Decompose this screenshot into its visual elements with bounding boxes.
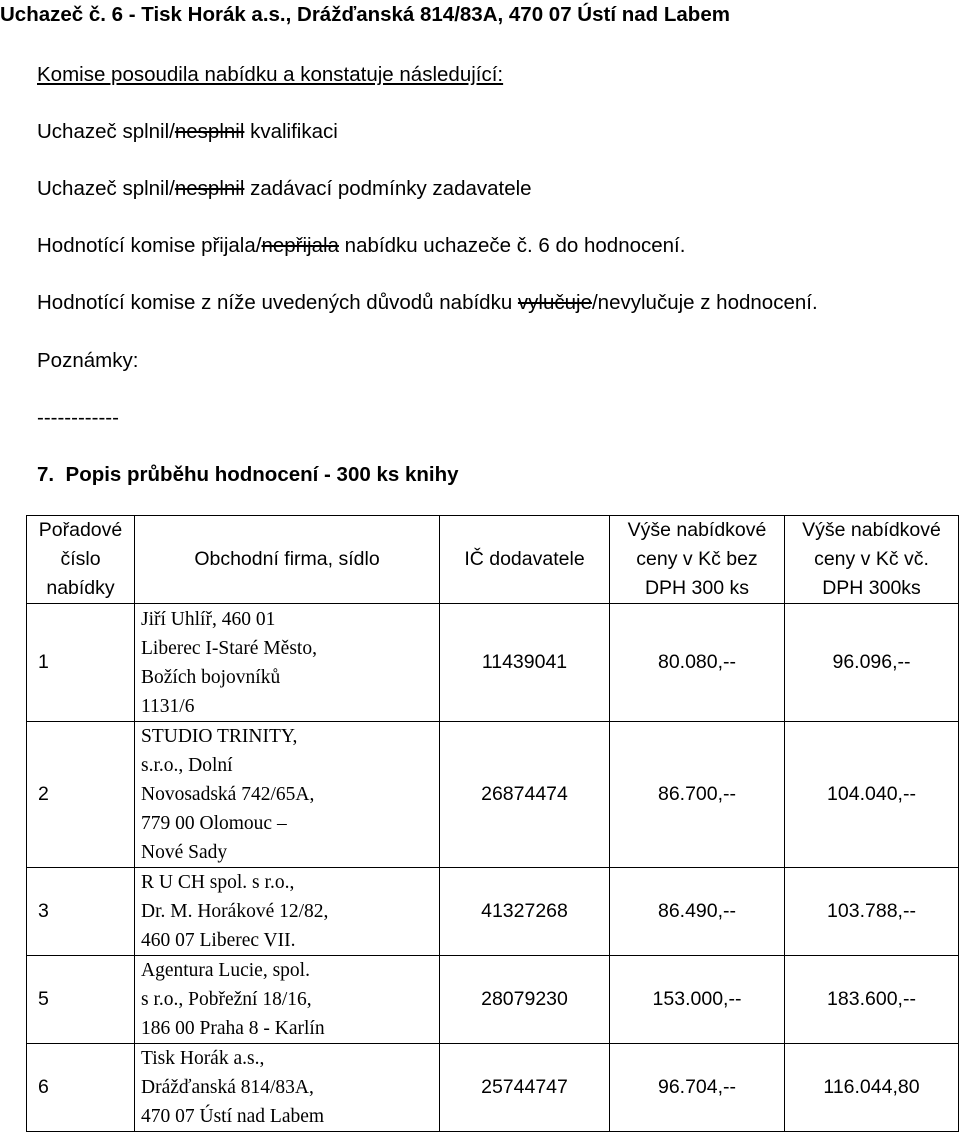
offer-price-with-vat: 116.044,80 xyxy=(785,1044,959,1132)
section-title: Popis průběhu hodnocení - 300 ks knihy xyxy=(65,463,459,486)
offer-price-with-vat: 183.600,-- xyxy=(785,956,959,1044)
offer-ic: 25744747 xyxy=(440,1044,610,1132)
acceptance-statement xyxy=(37,233,685,259)
offer-number: 5 xyxy=(27,956,135,1044)
offer-price-without-vat: 86.700,-- xyxy=(610,722,785,868)
offer-company: R U CH spol. s r.o., Dr. M. Horákové 12/82, 460 07 Liberec VII. xyxy=(135,868,440,956)
document-heading: Uchazeč č. 6 - Tisk Horák a.s., Drážďanská 814/83A, 470 07 Ústí nad Labem xyxy=(0,3,730,26)
table-row xyxy=(27,1044,959,1132)
offer-number: 3 xyxy=(27,868,135,956)
table-row xyxy=(27,604,959,722)
section-heading xyxy=(37,462,459,488)
acceptance-struck: nepřijala xyxy=(261,234,339,257)
qualification-prefix: Uchazeč splnil/ xyxy=(37,120,175,143)
notes-label: Poznámky: xyxy=(37,349,139,372)
offers-table xyxy=(26,515,959,1132)
offer-company: STUDIO TRINITY, s.r.o., Dolní Novosadská 742/65A, 779 00 Olomouc – Nové Sady xyxy=(135,722,440,868)
header-ic: IČ dodavatele xyxy=(440,516,610,604)
offer-number: 2 xyxy=(27,722,135,868)
conditions-prefix: Uchazeč splnil/ xyxy=(37,177,175,200)
header-company: Obchodní firma, sídlo xyxy=(135,516,440,604)
exclusion-suffix: /nevylučuje z hodnocení. xyxy=(591,291,818,314)
table-header-row xyxy=(27,516,959,604)
offer-price-without-vat: 86.490,-- xyxy=(610,868,785,956)
offer-price-without-vat: 96.704,-- xyxy=(610,1044,785,1132)
header-number: Pořadové číslo nabídky xyxy=(27,516,135,604)
offer-ic: 11439041 xyxy=(440,604,610,722)
exclusion-statement xyxy=(37,290,818,316)
acceptance-suffix: nabídku uchazeče č. 6 do hodnocení. xyxy=(338,234,686,257)
exclusion-prefix: Hodnotící komise z níže uvedených důvodů nabídku xyxy=(37,291,518,314)
conditions-struck: nesplnil xyxy=(174,177,245,200)
offer-price-with-vat: 96.096,-- xyxy=(785,604,959,722)
offer-price-with-vat: 103.788,-- xyxy=(785,868,959,956)
header-price-with-vat: Výše nabídkové ceny v Kč vč. DPH 300ks xyxy=(785,516,959,604)
offer-company: Jiří Uhlíř, 460 01 Liberec I-Staré Město, Božích bojovníků 1131/6 xyxy=(135,604,440,722)
offer-ic: 41327268 xyxy=(440,868,610,956)
table-row xyxy=(27,868,959,956)
conditions-statement xyxy=(37,176,532,202)
offer-price-without-vat: 80.080,-- xyxy=(610,604,785,722)
offer-number: 6 xyxy=(27,1044,135,1132)
offer-ic: 26874474 xyxy=(440,722,610,868)
acceptance-prefix: Hodnotící komise přijala/ xyxy=(37,234,262,257)
section-number: 7. xyxy=(37,463,55,486)
header-price-without-vat: Výše nabídkové ceny v Kč bez DPH 300 ks xyxy=(610,516,785,604)
exclusion-struck: vylučuje xyxy=(517,291,592,314)
assessment-intro: Komise posoudila nabídku a konstatuje následující: xyxy=(37,63,504,86)
offer-ic: 28079230 xyxy=(440,956,610,1044)
notes-value: ------------ xyxy=(37,406,119,429)
offer-price-with-vat: 104.040,-- xyxy=(785,722,959,868)
offer-company: Agentura Lucie, spol. s r.o., Pobřežní 18/16, 186 00 Praha 8 - Karlín xyxy=(135,956,440,1044)
qualification-suffix: kvalifikaci xyxy=(244,120,338,143)
table-row xyxy=(27,956,959,1044)
table-row xyxy=(27,722,959,868)
conditions-suffix: zadávací podmínky zadavatele xyxy=(244,177,532,200)
offer-price-without-vat: 153.000,-- xyxy=(610,956,785,1044)
offer-number: 1 xyxy=(27,604,135,722)
qualification-struck: nesplnil xyxy=(174,120,245,143)
offer-company: Tisk Horák a.s., Drážďanská 814/83A, 470 07 Ústí nad Labem xyxy=(135,1044,440,1132)
qualification-statement xyxy=(37,119,338,145)
